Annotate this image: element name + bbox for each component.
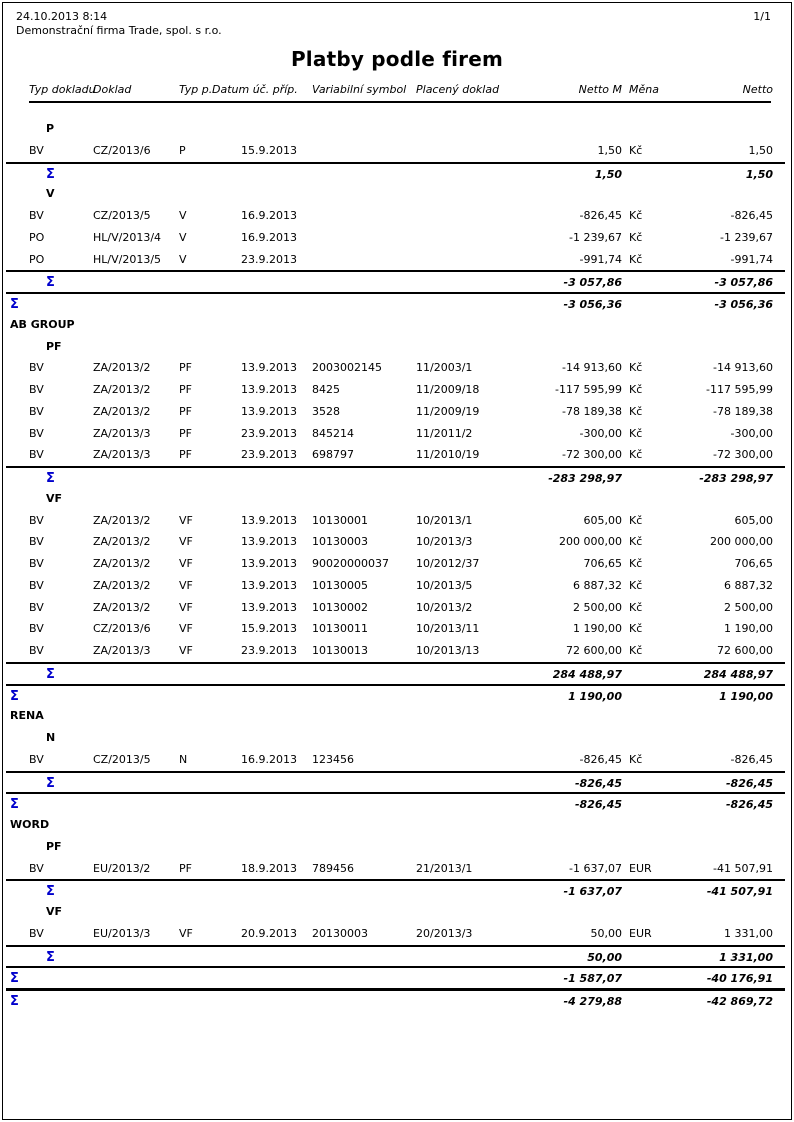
cell-netto: -117 595,99 (706, 383, 773, 396)
cell-typ-platby: PF (179, 426, 192, 440)
payment-row (6, 227, 785, 249)
company-name: AB GROUP (10, 317, 75, 331)
cell-netto: -826,45 (725, 798, 773, 812)
subgroup-name: PF (46, 839, 62, 853)
cell-mena: Kč (629, 252, 643, 266)
report-header (16, 10, 222, 38)
subgroup-name: VF (46, 491, 63, 505)
print-datetime: 24.10.2013 8:14 (16, 10, 108, 23)
cell-netto: 72 600,00 (717, 644, 773, 657)
subgroup-name: VF (46, 905, 63, 918)
cell-mena: Kč (629, 404, 643, 418)
cell-typ-platby: VF (179, 578, 193, 592)
cell-typ-dokladu: BV (29, 404, 44, 418)
cell-typ-dokladu: BV (29, 578, 44, 592)
cell-doklad: ZA/2013/2 (93, 578, 151, 592)
cell-doklad: CZ/2013/6 (93, 143, 151, 157)
cell-netto-m: -3 057,86 (563, 276, 622, 290)
cell-typ-dokladu: BV (29, 209, 44, 222)
cell-datum-uc-prip: 13.9.2013 (241, 383, 297, 396)
cell-variabilni-symbol: 10130003 (312, 535, 368, 549)
payment-type-total-row (6, 662, 785, 684)
cell-mena: Kč (629, 622, 643, 636)
cell-placeny-doklad: 21/2013/1 (416, 861, 473, 875)
payment-row (6, 444, 785, 466)
sigma-icon: Σ (10, 297, 19, 312)
cell-typ-dokladu: BV (29, 535, 44, 549)
cell-typ-dokladu: BV (29, 426, 44, 440)
cell-netto-m: -1 637,07 (569, 861, 622, 875)
cell-typ-platby: VF (179, 600, 193, 614)
payment-type-group-header (6, 183, 785, 205)
cell-doklad: ZA/2013/2 (93, 361, 151, 375)
page-number: 1/1 (753, 10, 771, 23)
cell-typ-platby: PF (179, 404, 192, 418)
cell-netto: -1 239,67 (720, 230, 773, 244)
cell-netto-m: -283 298,97 (548, 472, 622, 485)
payment-type-total-row (6, 771, 785, 793)
cell-mena: Kč (629, 383, 643, 396)
payment-row (6, 749, 785, 771)
cell-netto-m: -4 279,88 (563, 995, 622, 1008)
cell-netto: -40 176,91 (706, 972, 773, 986)
cell-doklad: ZA/2013/2 (93, 600, 151, 614)
cell-netto-m: 284 488,97 (552, 667, 622, 681)
cell-typ-platby: VF (179, 926, 193, 940)
cell-netto: -3 057,86 (714, 276, 773, 290)
cell-typ-dokladu: BV (29, 448, 44, 462)
firm-name: Demonstrační firma Trade, spol. s r.o. (16, 24, 222, 37)
col-header-netto: Netto (742, 83, 773, 96)
cell-netto: -14 913,60 (713, 361, 773, 375)
cell-netto-m: 50,00 (590, 926, 622, 940)
cell-doklad: HL/V/2013/5 (93, 252, 162, 266)
cell-netto-m: -14 913,60 (562, 361, 622, 375)
cell-typ-dokladu: BV (29, 361, 44, 375)
cell-netto: -41 507,91 (713, 861, 773, 875)
cell-variabilni-symbol: 845214 (312, 426, 354, 440)
cell-variabilni-symbol: 90020000037 (312, 557, 389, 570)
cell-placeny-doklad: 11/2010/19 (416, 448, 480, 462)
cell-netto-m: -1 587,07 (563, 972, 622, 986)
payment-row (6, 597, 785, 619)
cell-netto: -826,45 (730, 209, 773, 222)
cell-netto-m: -826,45 (574, 776, 622, 790)
sigma-icon: Σ (46, 666, 55, 682)
payment-row (6, 640, 785, 662)
cell-variabilni-symbol: 3528 (312, 404, 340, 418)
subgroup-name: P (46, 122, 55, 135)
cell-doklad: ZA/2013/3 (93, 426, 151, 440)
cell-doklad: ZA/2013/2 (93, 535, 151, 549)
cell-doklad: CZ/2013/5 (93, 752, 151, 766)
payment-row (6, 858, 785, 880)
cell-variabilni-symbol: 10130002 (312, 600, 368, 614)
cell-netto-m: 72 600,00 (566, 644, 622, 657)
cell-netto-m: -117 595,99 (555, 383, 622, 396)
cell-typ-platby: P (179, 143, 186, 157)
col-header-mena: Měna (629, 83, 659, 96)
sigma-icon: Σ (46, 275, 55, 291)
cell-netto-m: 1,50 (597, 143, 622, 157)
cell-netto: 1 331,00 (724, 926, 773, 940)
cell-datum-uc-prip: 20.9.2013 (241, 926, 297, 940)
cell-netto-m: 2 500,00 (573, 600, 622, 614)
payment-row (6, 249, 785, 271)
cell-mena: Kč (629, 557, 643, 570)
cell-typ-platby: V (179, 252, 187, 266)
company-group-header (6, 705, 785, 727)
cell-mena: Kč (629, 209, 643, 222)
subgroup-name: PF (46, 339, 62, 353)
cell-doklad: CZ/2013/6 (93, 622, 151, 636)
payment-row (6, 553, 785, 575)
cell-placeny-doklad: 10/2013/3 (416, 535, 473, 549)
company-group-header (6, 314, 785, 336)
cell-typ-platby: PF (179, 448, 192, 462)
payment-row (6, 357, 785, 379)
cell-typ-dokladu: BV (29, 600, 44, 614)
col-header-typ-dokladu: Typ dokladu (29, 83, 96, 96)
payment-row (6, 379, 785, 401)
payment-row (6, 618, 785, 640)
cell-typ-platby: VF (179, 513, 193, 527)
cell-netto-m: -300,00 (579, 426, 622, 440)
cell-doklad: ZA/2013/3 (93, 448, 151, 462)
cell-typ-dokladu: BV (29, 383, 44, 396)
payment-row (6, 531, 785, 553)
cell-netto: -826,45 (725, 776, 773, 790)
cell-mena: Kč (629, 752, 643, 766)
cell-mena: EUR (629, 926, 652, 940)
sigma-icon: Σ (46, 471, 55, 486)
company-total-row (6, 792, 785, 814)
payment-row (6, 510, 785, 532)
cell-doklad: EU/2013/2 (93, 861, 151, 875)
col-header-datum-uc-prip: Datum úč. příp. (212, 83, 298, 96)
sigma-icon: Σ (46, 166, 55, 182)
sigma-icon: Σ (10, 688, 19, 704)
company-group-header (6, 814, 785, 836)
cell-datum-uc-prip: 18.9.2013 (241, 861, 297, 875)
cell-netto: -41 507,91 (706, 885, 773, 899)
cell-datum-uc-prip: 23.9.2013 (241, 448, 297, 462)
cell-netto: -72 300,00 (713, 448, 773, 462)
cell-doklad: ZA/2013/2 (93, 383, 151, 396)
cell-datum-uc-prip: 16.9.2013 (241, 209, 297, 222)
payment-type-group-header (6, 488, 785, 510)
payment-type-total-row (6, 466, 785, 488)
cell-datum-uc-prip: 13.9.2013 (241, 557, 297, 570)
cell-variabilni-symbol: 10130001 (312, 513, 368, 527)
cell-typ-dokladu: BV (29, 513, 44, 527)
report-body (6, 118, 785, 1010)
payment-row (6, 423, 785, 445)
payment-row (6, 205, 785, 227)
cell-datum-uc-prip: 13.9.2013 (241, 513, 297, 527)
cell-typ-platby: VF (179, 557, 193, 570)
cell-placeny-doklad: 20/2013/3 (416, 926, 473, 940)
payment-type-total-row (6, 162, 785, 184)
header-rule (29, 101, 771, 103)
cell-mena: Kč (629, 535, 643, 549)
cell-variabilni-symbol: 8425 (312, 383, 340, 396)
payment-type-group-header (6, 901, 785, 923)
sigma-icon: Σ (10, 797, 19, 813)
cell-typ-dokladu: BV (29, 861, 44, 875)
cell-typ-dokladu: BV (29, 143, 44, 157)
col-header-placeny-doklad: Placený doklad (416, 83, 500, 96)
sigma-icon: Σ (46, 775, 55, 791)
cell-mena: Kč (629, 143, 643, 157)
cell-netto: -42 869,72 (706, 995, 773, 1008)
cell-mena: Kč (629, 513, 643, 527)
cell-typ-platby: V (179, 230, 187, 244)
report-title: Platby podle firem (290, 47, 504, 71)
cell-datum-uc-prip: 15.9.2013 (241, 143, 297, 157)
cell-datum-uc-prip: 23.9.2013 (241, 644, 297, 657)
table-header-row (6, 83, 785, 101)
cell-mena: Kč (629, 578, 643, 592)
payment-type-group-header (6, 836, 785, 858)
cell-netto: 200 000,00 (710, 535, 773, 549)
cell-mena: Kč (629, 448, 643, 462)
cell-typ-dokladu: PO (29, 230, 45, 244)
cell-datum-uc-prip: 23.9.2013 (241, 252, 297, 266)
cell-doklad: ZA/2013/3 (93, 644, 151, 657)
cell-typ-dokladu: BV (29, 926, 44, 940)
cell-doklad: CZ/2013/5 (93, 209, 151, 222)
cell-netto-m: -826,45 (579, 752, 622, 766)
cell-datum-uc-prip: 23.9.2013 (241, 426, 297, 440)
payment-row (6, 575, 785, 597)
cell-datum-uc-prip: 13.9.2013 (241, 578, 297, 592)
sigma-icon: Σ (46, 884, 55, 900)
cell-datum-uc-prip: 13.9.2013 (241, 361, 297, 375)
col-header-netto-m: Netto M (578, 83, 622, 96)
cell-mena: Kč (629, 600, 643, 614)
cell-netto-m: 200 000,00 (559, 535, 622, 549)
cell-doklad: ZA/2013/2 (93, 513, 151, 527)
cell-placeny-doklad: 11/2009/18 (416, 383, 480, 396)
company-name: RENA (10, 709, 44, 723)
cell-doklad: ZA/2013/2 (93, 404, 151, 418)
subgroup-name: N (46, 731, 56, 744)
cell-placeny-doklad: 10/2013/11 (416, 622, 480, 636)
cell-doklad: ZA/2013/2 (93, 557, 151, 570)
cell-mena: Kč (629, 361, 643, 375)
cell-netto: 2 500,00 (724, 600, 773, 614)
cell-mena: Kč (629, 426, 643, 440)
cell-netto-m: 1,50 (594, 167, 622, 181)
payment-row (6, 401, 785, 423)
cell-doklad: EU/2013/3 (93, 926, 151, 940)
grand-total-row (6, 988, 785, 1010)
cell-typ-platby: PF (179, 861, 192, 875)
cell-doklad: HL/V/2013/4 (93, 230, 162, 244)
cell-variabilni-symbol: 123456 (312, 752, 354, 766)
cell-typ-platby: N (179, 752, 188, 766)
cell-mena: EUR (629, 861, 652, 875)
cell-netto: -78 189,38 (713, 404, 773, 418)
cell-netto-m: -72 300,00 (562, 448, 622, 462)
cell-variabilni-symbol: 789456 (312, 861, 354, 875)
cell-typ-dokladu: BV (29, 622, 44, 636)
cell-placeny-doklad: 10/2013/5 (416, 578, 473, 592)
cell-netto-m: 1 190,00 (568, 689, 622, 703)
cell-placeny-doklad: 11/2003/1 (416, 361, 473, 375)
company-total-row (6, 684, 785, 706)
payment-type-group-header (6, 727, 785, 749)
cell-placeny-doklad: 11/2009/19 (416, 404, 480, 418)
cell-netto: 605,00 (734, 513, 773, 527)
cell-netto: -3 056,36 (714, 298, 773, 311)
cell-netto-m: -3 056,36 (563, 298, 622, 311)
company-name: WORD (10, 818, 50, 831)
cell-typ-platby: PF (179, 383, 192, 396)
col-header-doklad: Doklad (93, 83, 132, 96)
cell-netto: -991,74 (730, 252, 773, 266)
cell-datum-uc-prip: 16.9.2013 (241, 752, 297, 766)
cell-netto: 1,50 (745, 167, 773, 181)
cell-datum-uc-prip: 16.9.2013 (241, 230, 297, 244)
cell-netto-m: -826,45 (579, 209, 622, 222)
sigma-icon: Σ (10, 971, 19, 987)
cell-netto: 6 887,32 (724, 578, 773, 592)
cell-netto-m: -1 637,07 (563, 885, 622, 899)
cell-typ-platby: VF (179, 644, 193, 657)
report-page (2, 2, 792, 1120)
payment-type-group-header (6, 118, 785, 140)
payment-type-total-row (6, 879, 785, 901)
cell-typ-platby: PF (179, 361, 192, 375)
col-header-variabilni-symbol: Variabilní symbol (312, 83, 407, 96)
col-header-typ-platby: Typ p. (179, 83, 213, 96)
cell-variabilni-symbol: 10130011 (312, 622, 368, 636)
cell-variabilni-symbol: 10130013 (312, 644, 368, 657)
sigma-icon: Σ (10, 994, 19, 1009)
cell-variabilni-symbol: 2003002145 (312, 361, 382, 375)
cell-placeny-doklad: 10/2013/13 (416, 644, 480, 657)
cell-netto-m: -991,74 (579, 252, 622, 266)
cell-placeny-doklad: 11/2011/2 (416, 426, 473, 440)
cell-placeny-doklad: 10/2013/2 (416, 600, 473, 614)
payment-row (6, 923, 785, 945)
cell-netto: -300,00 (730, 426, 773, 440)
payment-type-total-row (6, 270, 785, 292)
cell-netto: 1 190,00 (724, 622, 773, 636)
subgroup-name: V (46, 187, 55, 201)
cell-netto: 1 190,00 (719, 689, 773, 703)
cell-netto-m: -1 239,67 (569, 230, 622, 244)
cell-variabilni-symbol: 10130005 (312, 578, 368, 592)
cell-netto-m: 706,65 (583, 557, 622, 570)
cell-datum-uc-prip: 13.9.2013 (241, 600, 297, 614)
cell-typ-dokladu: BV (29, 644, 44, 657)
cell-typ-dokladu: BV (29, 557, 44, 570)
cell-netto-m: -78 189,38 (562, 404, 622, 418)
cell-typ-dokladu: PO (29, 252, 45, 266)
cell-datum-uc-prip: 15.9.2013 (241, 622, 297, 636)
cell-datum-uc-prip: 13.9.2013 (241, 404, 297, 418)
cell-datum-uc-prip: 13.9.2013 (241, 535, 297, 549)
cell-netto-m: 6 887,32 (573, 578, 622, 592)
cell-netto-m: 1 190,00 (573, 622, 622, 636)
cell-netto: 1 331,00 (719, 950, 773, 964)
cell-typ-dokladu: BV (29, 752, 44, 766)
cell-typ-platby: VF (179, 622, 193, 636)
cell-netto: -826,45 (730, 752, 773, 766)
cell-netto-m: 605,00 (583, 513, 622, 527)
cell-netto: 1,50 (748, 143, 773, 157)
sigma-icon: Σ (46, 949, 55, 965)
cell-netto: -283 298,97 (699, 472, 773, 485)
cell-typ-platby: VF (179, 535, 193, 549)
cell-netto: 706,65 (734, 557, 773, 570)
payment-row (6, 140, 785, 162)
cell-mena: Kč (629, 644, 643, 657)
cell-variabilni-symbol: 20130003 (312, 926, 368, 940)
company-total-row (6, 966, 785, 988)
cell-placeny-doklad: 10/2013/1 (416, 513, 473, 527)
cell-netto: 284 488,97 (703, 667, 773, 681)
cell-variabilni-symbol: 698797 (312, 448, 354, 462)
cell-mena: Kč (629, 230, 643, 244)
cell-typ-platby: V (179, 209, 187, 222)
company-total-row (6, 292, 785, 314)
payment-type-total-row (6, 945, 785, 967)
cell-placeny-doklad: 10/2012/37 (416, 557, 480, 570)
cell-netto-m: -826,45 (574, 798, 622, 812)
payment-type-group-header (6, 336, 785, 358)
cell-netto-m: 50,00 (587, 950, 622, 964)
